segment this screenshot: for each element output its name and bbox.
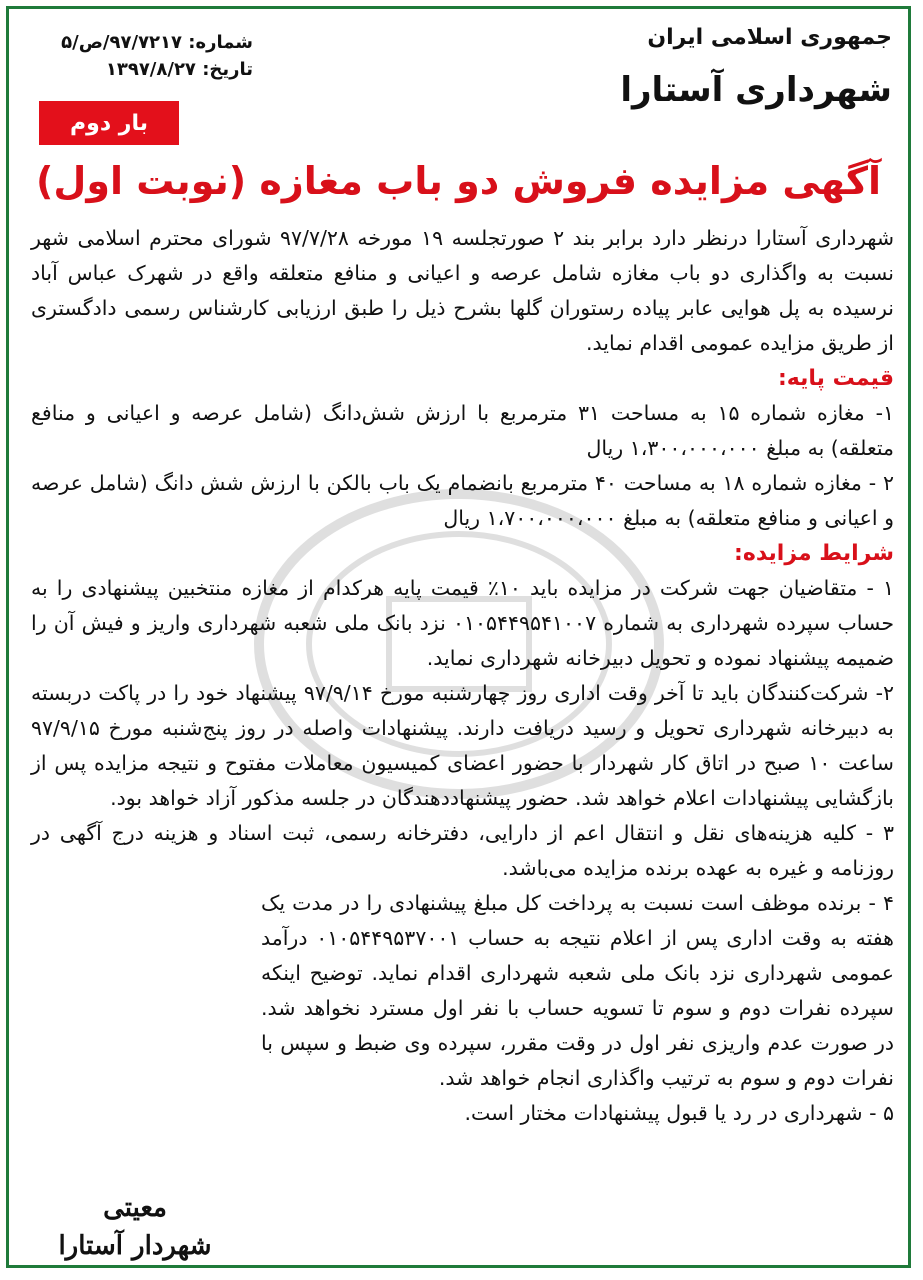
signer-title: شهردار آستارا xyxy=(58,1231,212,1261)
condition-item: ۲- شرکت‌کنندگان باید تا آخر وقت اداری روز چهارشنبه مورخ ۹۷/۹/۱۴ پیشنهاد خود را در پاکت دربسته به دبیرخانه شهرداری تحویل و رسید دریافت دارند. پیشنهادات واصله در روز پنج‌شنبه مورخ ۹۷/۹/۱۵ ساعت ۱۰ صبح در اتاق کار شهردار با حضور اعضای کمیسیون معاملات مفتوح و نتیجه مزایده پس از بازگشایی پیشنهادات اعلام خواهد شد. حضور پیشنهاددهندگان در جلسه مذکور آزاد خواهد بود. xyxy=(31,681,894,810)
signer-name: معیتی xyxy=(103,1193,167,1223)
base-price-item: ۱- مغازه شماره ۱۵ به مساحت ۳۱ مترمربع با ارزش شش‌دانگ (شامل عرصه و اعیانی و منافع متعلقه) به مبلغ ۱،۳۰۰،۰۰۰،۰۰۰ ریال xyxy=(31,401,894,460)
intro-paragraph: شهرداری آستارا درنظر دارد برابر بند ۲ صورتجلسه ۱۹ مورخه ۹۷/۷/۲۸ شورای محترم اسلامی شهر نسبت به واگذاری دو باب مغازه شامل عرصه و اعیانی و منافع متعلقه واقع در شهرک عباس آباد نرسیده به پل هوایی عابر پیاده رستوران گلها بشرح ذیل را طبق ارزیابی کارشناس رسمی دادگستری از طریق مزایده عمومی اقدام نماید. xyxy=(31,226,894,355)
condition-item: ۵ - شهرداری در رد یا قبول پیشنهادات مختار است. xyxy=(464,1101,894,1125)
conditions-heading: شرایط مزایده: xyxy=(734,541,894,566)
base-price-heading: قیمت پایه: xyxy=(777,366,894,391)
reference-date: تاریخ: ۱۳۹۷/۸/۲۷ xyxy=(105,59,253,80)
country-name: جمهوری اسلامی ایران xyxy=(647,25,892,50)
notice-title: آگهی مزایده فروش دو باب مغازه (نوبت اول) xyxy=(35,159,882,203)
base-price-item: ۲ - مغازه شماره ۱۸ به مساحت ۴۰ مترمربع بانضمام یک باب بالکن با ارزش شش دانگ (شامل عرصه و اعیانی و منافع متعلقه) به مبلغ ۱،۷۰۰،۰۰۰،۰۰۰ ریال xyxy=(31,471,895,530)
condition-item: ۳ - کلیه هزینه‌های نقل و انتقال اعم از دارایی، دفترخانه رسمی، ثبت اسناد و هزینه درج آگهی در روزنامه و غیره به عهده برنده مزایده می‌باشد. xyxy=(31,821,894,880)
second-time-badge: بار دوم xyxy=(39,101,179,145)
notice-body xyxy=(31,221,894,1131)
header-org-block xyxy=(620,25,892,110)
reference-block xyxy=(33,29,253,83)
signature-block xyxy=(25,1189,245,1265)
condition-item: ۱ - متقاضیان جهت شرکت در مزایده باید ۱۰٪ قیمت پایه هرکدام از مغازه منتخبین پیشنهادی را به حساب سپرده شهرداری به شماره ۰۱۰۵۴۴۹۵۴۱۰۰۷ نزد بانک ملی شعبه شهرداری واریز و فیش آن را ضمیمه پیشنهاد نموده و تحویل دبیرخانه شهرداری نماید. xyxy=(31,576,894,670)
condition-item: ۴ - برنده موظف است نسبت به پرداخت کل مبلغ پیشنهادی را در مدت یک هفته به وقت اداری پس از اعلام نتیجه به حساب ۰۱۰۵۴۴۹۵۳۷۰۰۱ درآمد عمومی شهرداری نزد بانک ملی شعبه شهرداری اقدام نماید. توضیح اینکه سپرده نفرات دوم و سوم تا تسویه حساب با نفر اول مسترد نخواهد شد. در صورت عدم واریزی نفر اول در وقت مقرر، سپرده وی ضبط و سپس با نفرات دوم و سوم به ترتیب واگذاری انجام خواهد شد. xyxy=(261,891,894,1090)
organization-name: شهرداری آستارا xyxy=(620,70,892,110)
reference-number: شماره: ۹۷/۷۲۱۷/ص/۵ xyxy=(61,32,253,53)
notice-page xyxy=(6,6,911,1268)
